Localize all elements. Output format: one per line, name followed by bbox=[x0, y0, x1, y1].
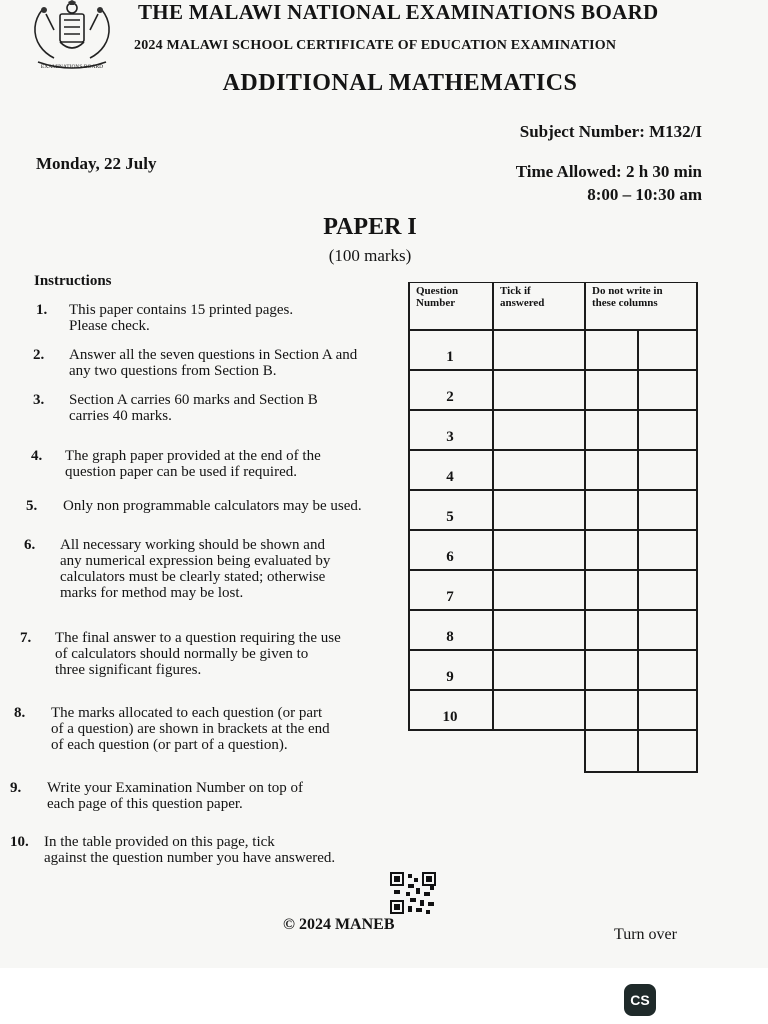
question-number-cell: 2 bbox=[446, 389, 454, 405]
tick-answered-cell[interactable] bbox=[494, 411, 582, 448]
question-number-cell: 8 bbox=[446, 629, 454, 645]
instruction-line: Section A carries 60 marks and Section B bbox=[69, 392, 318, 408]
table-column-divider bbox=[696, 283, 698, 773]
board-title: THE MALAWI NATIONAL EXAMINATIONS BOARD bbox=[138, 0, 659, 24]
instruction-line: of a question) are shown in brackets at the end bbox=[51, 721, 330, 737]
col-header-examiner: Do not write in these columns bbox=[592, 285, 663, 309]
instruction-line: marks for method may be lost. bbox=[60, 585, 244, 601]
tick-answered-cell[interactable] bbox=[494, 451, 582, 488]
instruction-line: Write your Examination Number on top of bbox=[47, 780, 304, 796]
instruction-line: question paper can be used if required. bbox=[65, 464, 297, 480]
instruction-line: any numerical expression being evaluated by bbox=[60, 553, 331, 569]
instruction-line: calculators must be clearly stated; otherwise bbox=[60, 569, 326, 585]
tick-answered-cell[interactable] bbox=[494, 651, 582, 688]
instruction-number: 6. bbox=[24, 537, 36, 553]
turn-over-note: Turn over bbox=[614, 926, 677, 943]
tick-answered-cell[interactable] bbox=[494, 691, 582, 728]
tick-answered-cell[interactable] bbox=[494, 371, 582, 408]
instruction-line: Answer all the seven questions in Section A and bbox=[69, 347, 358, 363]
instruction-line: three significant figures. bbox=[55, 662, 202, 678]
paper-marks: (100 marks) bbox=[328, 246, 412, 265]
malawi-coat-of-arms-logo bbox=[24, 0, 120, 72]
instruction-number: 4. bbox=[31, 448, 43, 464]
instruction-line: All necessary working should be shown and bbox=[60, 537, 325, 553]
time-allowed: Time Allowed: 2 h 30 min bbox=[515, 162, 702, 181]
subject-number: Subject Number: M132/I bbox=[519, 122, 702, 141]
question-number-cell: 1 bbox=[446, 349, 454, 365]
crest-ribbon-text: EXAMINATIONS BOARD bbox=[40, 64, 104, 70]
table-row-divider bbox=[584, 771, 698, 773]
col-header-tick: Tick if answered bbox=[500, 285, 545, 309]
instruction-number: 7. bbox=[20, 630, 32, 646]
scanner-app-badge: CS bbox=[624, 984, 656, 1016]
tick-answered-cell[interactable] bbox=[494, 571, 582, 608]
instruction-line: each page of this question paper. bbox=[47, 796, 243, 812]
tick-answered-cell[interactable] bbox=[494, 331, 582, 368]
instruction-number: 2. bbox=[33, 347, 45, 363]
instruction-number: 8. bbox=[14, 705, 26, 721]
instruction-number: 5. bbox=[26, 498, 38, 514]
instruction-number: 9. bbox=[10, 780, 22, 796]
instruction-line: of calculators should normally be given to bbox=[55, 646, 309, 662]
question-number-cell: 4 bbox=[446, 469, 454, 485]
copyright-notice: © 2024 MANEB bbox=[283, 916, 395, 933]
instruction-line: of each question (or part of a question). bbox=[51, 737, 288, 753]
table-row-divider bbox=[408, 729, 698, 731]
instruction-line: Only non programmable calculators may be used. bbox=[63, 498, 362, 514]
question-number-cell: 5 bbox=[446, 509, 454, 525]
tick-answered-cell[interactable] bbox=[494, 491, 582, 528]
question-number-cell: 9 bbox=[446, 669, 454, 685]
instruction-line: The final answer to a question requiring the use bbox=[55, 630, 341, 646]
answer-table bbox=[408, 282, 698, 773]
instruction-line: carries 40 marks. bbox=[69, 408, 172, 424]
instructions-heading: Instructions bbox=[34, 273, 112, 289]
instruction-line: against the question number you have answered. bbox=[44, 850, 336, 866]
instruction-line: Please check. bbox=[69, 318, 150, 334]
instruction-line: The marks allocated to each question (or part bbox=[51, 705, 323, 721]
tick-answered-cell[interactable] bbox=[494, 611, 582, 648]
instruction-number: 10. bbox=[10, 834, 29, 850]
table-column-divider bbox=[637, 329, 639, 773]
time-range: 8:00 – 10:30 am bbox=[587, 185, 702, 204]
instruction-number: 3. bbox=[33, 392, 45, 408]
question-number-cell: 10 bbox=[442, 709, 458, 725]
instruction-line: The graph paper provided at the end of the bbox=[65, 448, 321, 464]
instruction-line: In the table provided on this page, tick bbox=[44, 834, 275, 850]
instruction-number: 1. bbox=[36, 302, 48, 318]
table-column-divider bbox=[584, 283, 586, 773]
tick-answered-cell[interactable] bbox=[494, 531, 582, 568]
exam-day: Monday, 22 July bbox=[36, 154, 157, 173]
question-number-cell: 3 bbox=[446, 429, 454, 445]
col-header-question: Question Number bbox=[416, 285, 459, 309]
instruction-line: any two questions from Section B. bbox=[69, 363, 277, 379]
question-number-cell: 7 bbox=[446, 589, 454, 605]
paper-title: PAPER I bbox=[323, 214, 417, 240]
instruction-line: This paper contains 15 printed pages. bbox=[69, 302, 294, 318]
qr-code-icon bbox=[390, 872, 436, 914]
question-number-cell: 6 bbox=[446, 549, 454, 565]
exam-line: 2024 MALAWI SCHOOL CERTIFICATE OF EDUCATION EXAMINATION bbox=[134, 38, 617, 53]
subject-title: ADDITIONAL MATHEMATICS bbox=[222, 70, 578, 96]
